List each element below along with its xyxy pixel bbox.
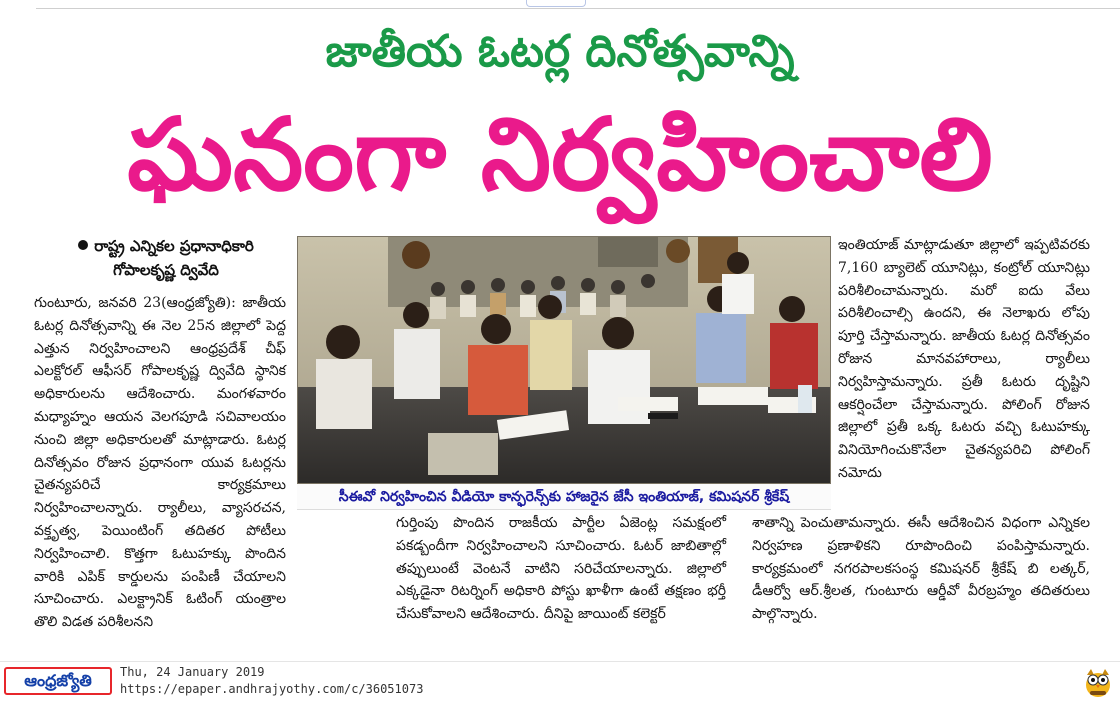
- article-right-bottom: శాతాన్ని పెంచుతామన్నారు. ఈసీ ఆదేశించిన విధంగా ఎన్నికల నిర్వహణ ప్రణాళికని రూపొందించి పంపిస్తామన్నారు. కార్యక్రమంలో నగరపాలకసంస్థ కమిషనర్ శ్రీకేష్ బి లత్కర్, డీఆర్వో ఆర్.శ్రీలత, గుంటూరు ఆర్డీవో వీరబ్రహ్మం తదితరులు పాల్గొన్నారు.: [752, 515, 1090, 623]
- headline-title: ఘనంగా నిర్వహించాలి: [127, 96, 993, 213]
- edition-url[interactable]: https://epaper.andhrajyothy.com/c/36051073: [120, 682, 424, 696]
- bullet-icon: [78, 240, 88, 250]
- article-right-column: ఇంతియాజ్ మాట్లాడుతూ జిల్లాలో ఇప్పటివరకు 7,160 బ్యాలెట్ యూనిట్లు, కంట్రోల్ యూనిట్లు పరిశీలించామన్నారు. మరో ఐదు వేలు పరిశీలించాల్సి ఉందని, ఈ నెలాఖరు లోపు పూర్తి చేస్తామన్నారు. జాతీయ ఓటర్ల దినోత్సవం రోజున మానవహారాలు, ర్యాలీలు నిర్వహిస్తామన్నారు. ప్రతీ ఓటరు దృష్టిని ఆకర్షించేలా చేస్తామన్నారు. పోలింగ్ రోజున జిల్లాలో ప్రతీ ఒక్క ఓటరు వచ్చి ఓటుహక్కు వినియోగించుకొనేలా చైతన్యపరిచి పోలింగ్ నమోదు: [838, 237, 1090, 481]
- bullet-line-1: రాష్ట్ర ఎన్నికల ప్రధానాధికారి: [94, 237, 254, 255]
- article-left-column: గుంటూరు, జనవరి 23(ఆంధ్రజ్యోతి): జాతీయ ఓటర్ల దినోత్సవాన్ని ఈ నెల 25న జిల్లాలో పెద్ద ఎత్తున నిర్వహించాలని ఆంధ్రప్రదేశ్ చీఫ్ ఎలక్టోరల్ ఆఫీసర్ గోపాలకృష్ణ ద్వివేది స్థానిక అధికారులను ఆదేశించారు. మంగళవారం మధ్యాహ్నం ఆయన వెలగపూడి సచివాలయం నుంచి జిల్లా అధికారులతో మాట్లాడారు. ఓటర్ల దినోత్సవం రోజున ప్రధానంగా యువ ఓటర్లను చైతన్యపరిచే కార్యక్రమాలు నిర్వహించాలన్నారు. ర్యాలీలు, వ్యాసరచన, వక్తృత్వ, పెయింటింగ్ తదితర పోటీలు నిర్వహించాలి. కొత్తగా ఓటుహక్కు పొందిన వారికి ఎపిక్ కార్డులను పంపిణీ చేయాలని సూచించారు. ఎలక్ట్రానిక్ ఓటింగ్ యంత్రాల తొలి విడత పరిశీలనని: [34, 295, 286, 631]
- news-photo: [297, 236, 831, 484]
- epaper-footer: [0, 661, 1120, 701]
- edition-date: Thu, 24 January 2019: [120, 665, 265, 679]
- andhrajyothy-logo[interactable]: ఆంధ్రజ్యోతి: [4, 667, 112, 695]
- bullet-point: [46, 234, 286, 282]
- top-strip: [36, 0, 1120, 9]
- photo-caption: సీఈవో నిర్వహించిన వీడియో కాన్ఫరెన్స్‌కు హాజరైన జేసీ ఇంతియాజ్, కమిషనర్ శ్రీకేష్: [297, 484, 831, 510]
- bullet-line-2: గోపాలకృష్ణ ద్వివేది: [113, 261, 219, 279]
- owl-icon: [1082, 666, 1114, 698]
- article-middle-column: గుర్తింపు పొందిన రాజకీయ పార్టీల ఏజెంట్ల సమక్షంలో పకడ్బందీగా నిర్వహించాలని సూచించారు. ఓటర్ జాబితాల్లో తప్పులుంటే వెంటనే వాటిని సరిచేయాలన్నారు. జిల్లాలో ఎక్కడైనా రిటర్నింగ్ అధికారి పోస్టు ఖాళీగా ఉంటే తక్షణం భర్తీ చేసుకోవాలని ఆదేశించారు. దీనిపై జాయింట్ కలెక్టర్: [396, 515, 726, 623]
- top-strip-tab: [526, 0, 586, 7]
- conference-room-photo: [298, 237, 831, 484]
- subheadline: జాతీయ ఓటర్ల దినోత్సవాన్ని: [325, 26, 795, 77]
